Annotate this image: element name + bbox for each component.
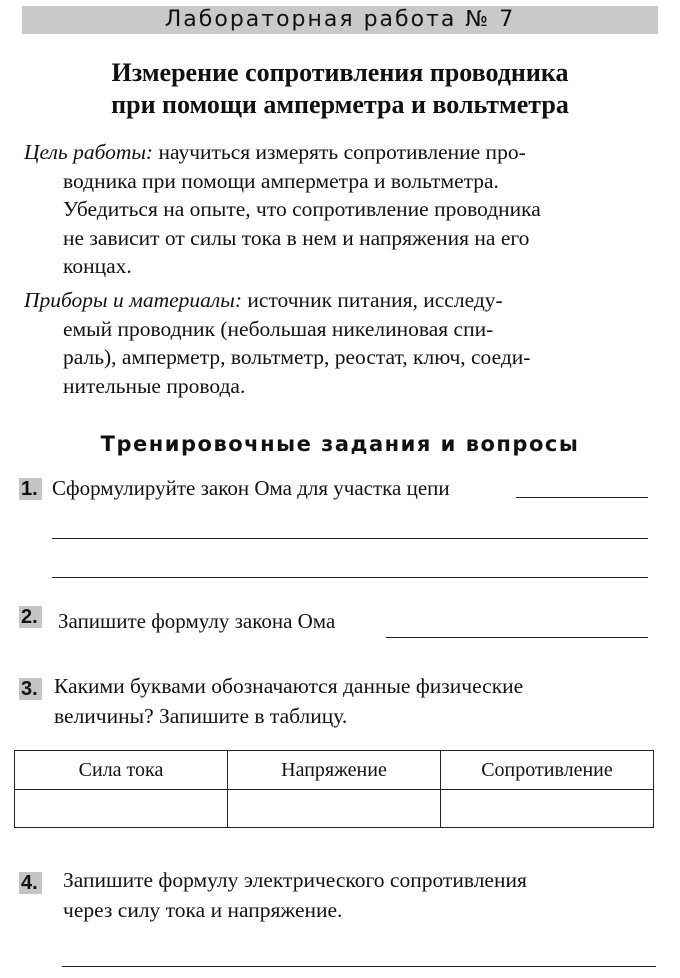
goal-text-line: водника при помощи амперметра и вольтметра.: [63, 168, 499, 193]
question-3-line-1: Какими буквами обозначаются данные физические: [54, 674, 524, 698]
table-cell-voltage[interactable]: [228, 790, 441, 828]
question-3-line-2: величины? Запишите в таблицу.: [54, 704, 348, 728]
answer-line[interactable]: [52, 577, 648, 578]
quantities-table: [14, 750, 654, 828]
question-number-3: 3.: [19, 678, 42, 700]
materials-text-line: нительные провода.: [63, 373, 246, 398]
question-4-line-1: Запишите формулу электрического сопротивления: [63, 868, 527, 892]
table-cell-resistance[interactable]: [441, 790, 654, 828]
answer-line[interactable]: [516, 497, 648, 498]
page-title-line-1: Измерение сопротивления проводника: [111, 58, 569, 87]
answer-line[interactable]: [52, 538, 648, 539]
materials-label: Приборы и материалы:: [24, 288, 243, 312]
table-cell-current[interactable]: [15, 790, 228, 828]
lab-header-title: Лабораторная работа № 7: [164, 7, 516, 32]
question-number-2: 2.: [19, 606, 42, 628]
goal-text-line: не зависит от силы тока в нем и напряжения на его: [63, 225, 530, 250]
materials-text-line: раль), амперметр, вольтметр, реостат, ключ, соеди-: [63, 345, 531, 369]
question-number-1: 1.: [19, 478, 42, 500]
table-header-resistance: Сопротивление: [441, 751, 654, 790]
goal-paragraph: [24, 138, 656, 281]
table-header-current: Сила тока: [15, 751, 228, 790]
materials-text-line: источник питания, исследу-: [242, 288, 503, 312]
answer-line[interactable]: [62, 966, 656, 967]
table-header-voltage: Напряжение: [228, 751, 441, 790]
goal-text-line: концах.: [63, 254, 132, 278]
page-title-line-2: при помощи амперметра и вольтметра: [111, 90, 569, 119]
question-number-4: 4.: [19, 872, 42, 894]
goal-label: Цель работы:: [24, 140, 154, 164]
question-2-text: Запишите формулу закона Ома: [58, 609, 336, 633]
question-4-line-2: через силу тока и напряжение.: [63, 898, 343, 922]
goal-text-line: Убедиться на опыте, что сопротивление проводника: [63, 197, 541, 221]
goal-text-line: научиться измерять сопротивление про-: [153, 140, 526, 164]
table-row: [15, 790, 654, 828]
answer-line[interactable]: [386, 637, 648, 638]
materials-text-line: емый проводник (небольшая никелиновая спи-: [63, 316, 494, 341]
materials-paragraph: [24, 286, 656, 400]
table-header-row: [15, 751, 654, 790]
section-heading: Тренировочные задания и вопросы: [100, 432, 580, 456]
question-1-text: Сформулируйте закон Ома для участка цепи: [52, 476, 450, 500]
